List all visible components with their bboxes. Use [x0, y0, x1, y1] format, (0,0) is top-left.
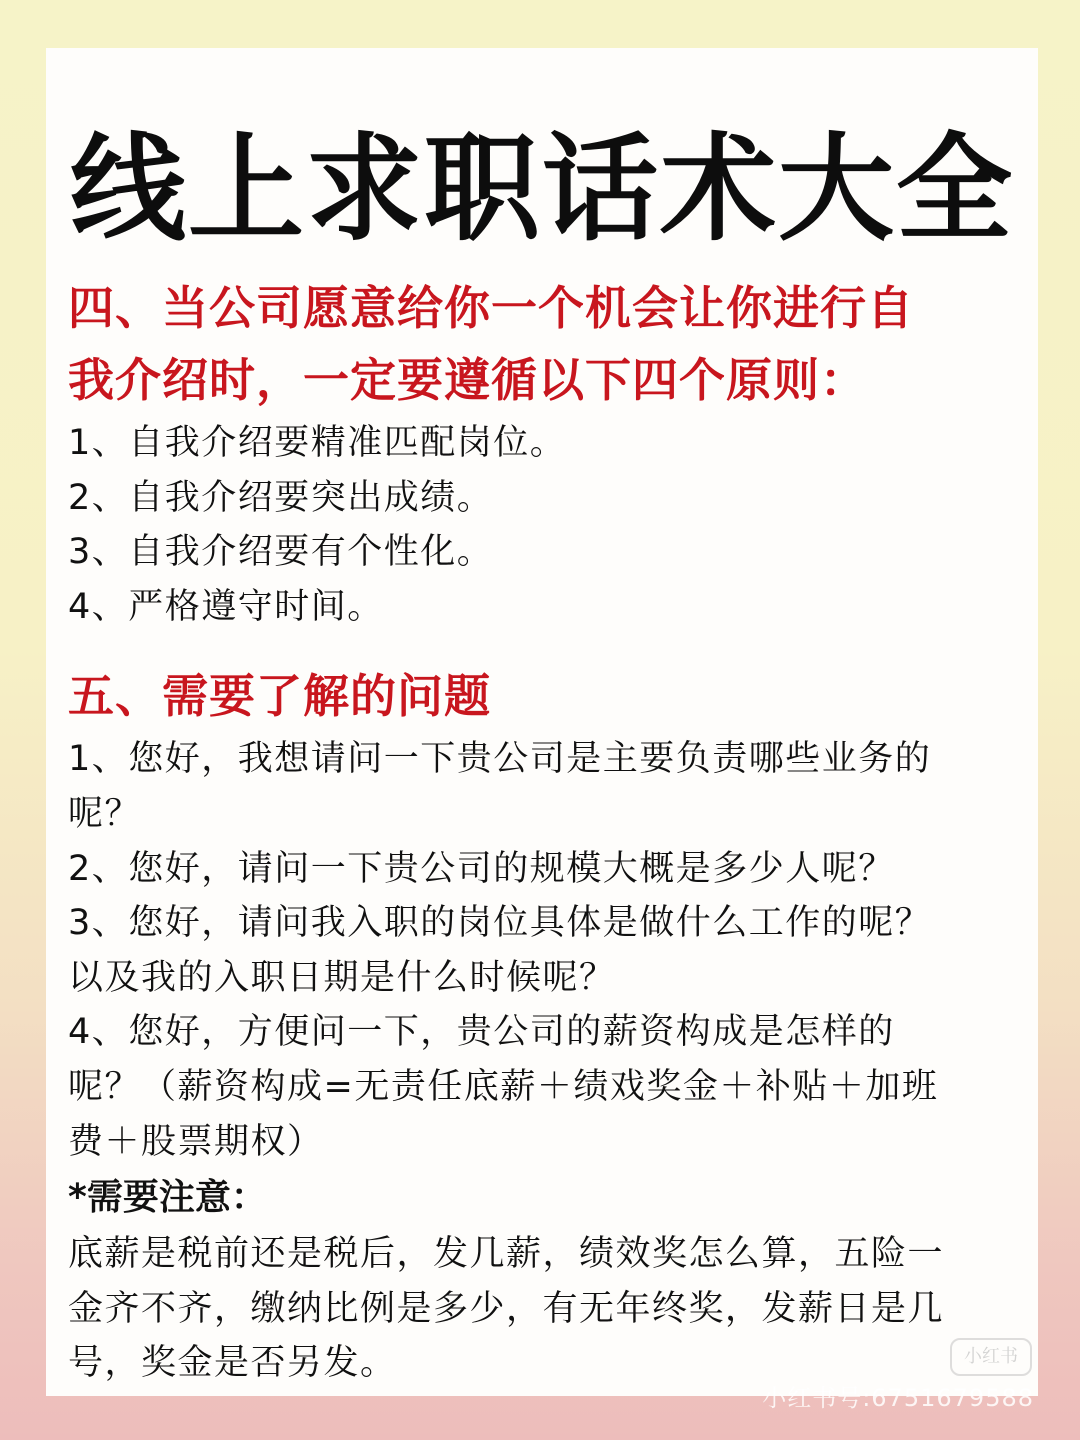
section-note: [68, 1169, 1018, 1391]
section-heading: 五、需要了解的问题: [68, 669, 491, 724]
text-line: 底薪是税前还是税后，发几薪，绩效奖怎么算，五险一: [68, 1234, 945, 1275]
section-heading-cont: 我介绍时，一定要遵循以下四个原则：: [68, 353, 867, 407]
list-item: 3、自我介绍要有个性化。: [68, 532, 494, 573]
xiaohongshu-logo: 小红书: [950, 1338, 1032, 1376]
list-item: 1、自我介绍要精准匹配岗位。: [68, 423, 567, 463]
text-line: 以及我的入职日期是什么时候呢？: [68, 957, 616, 998]
text-line: 4、您好，方便问一下，贵公司的薪资构成是怎样的: [68, 1012, 895, 1053]
text-line: 金齐不齐，缴纳比例是多少，有无年终奖，发薪日是几: [68, 1288, 945, 1329]
list-item: 2、自我介绍要突出成绩。: [68, 477, 494, 518]
text-line: 1、您好，我想请问一下贵公司是主要负责哪些业务的: [68, 739, 932, 780]
section-heading: 四、当公司愿意给你一个机会让你进行自: [68, 281, 914, 335]
section-self-introduction: [68, 272, 1018, 634]
text-line: 3、您好，请问我入职的岗位具体是做什么工作的呢？: [68, 903, 932, 944]
page-title: 线上求职话术大全: [70, 122, 1014, 257]
section-gap: [68, 634, 1018, 660]
note-heading: *需要注意：: [68, 1177, 267, 1219]
list-item: 4、严格遵守时间。: [68, 586, 384, 627]
text-line: 呢？（薪资构成=无责任底薪＋绩戏奖金＋补贴＋加班: [68, 1066, 939, 1107]
watermark-text: 小红书号:6751679588: [762, 1384, 1034, 1412]
text-line: 费＋股票期权）: [68, 1121, 324, 1162]
section-questions: [68, 660, 1018, 1169]
article-body: [68, 272, 1018, 1391]
text-line: 2、您好，请问一下贵公司的规模大概是多少人呢？: [68, 848, 895, 889]
text-line: 呢？: [68, 793, 142, 834]
text-line: 号，奖金是否另发。: [68, 1343, 397, 1384]
